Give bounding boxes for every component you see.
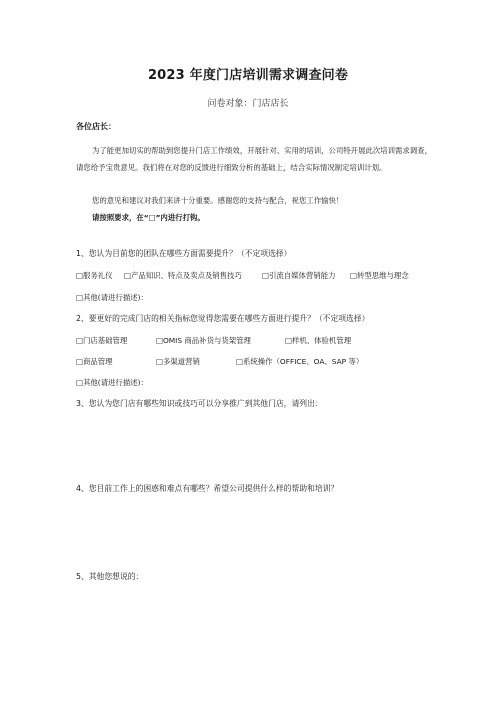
q2-option-merchandise[interactable]: □商品管理 bbox=[76, 357, 113, 366]
q2-option-store-management[interactable]: □门店基础管理 bbox=[76, 336, 128, 345]
question-4: 4、您目前工作上的困惑和难点有哪些？希望公司提供什么样的帮助和培训？ bbox=[76, 484, 339, 493]
q2-option-multichannel[interactable]: □多渠道营销 bbox=[156, 357, 200, 366]
question-3: 3、您认为您门店有哪些知识或技巧可以分享推广到其他门店，请列出： bbox=[76, 399, 323, 408]
q1-option-self-media[interactable]: □引流自媒体营销能力 bbox=[262, 271, 336, 280]
q1-option-product-knowledge[interactable]: □产品知识、特点及卖点及销售技巧 bbox=[124, 271, 242, 280]
thanks-paragraph: 您的意见和建议对我们来讲十分重要。感谢您的支持与配合，祝您工作愉快！ bbox=[92, 196, 344, 205]
question-1: 1、您认为目前您的团队在哪些方面需要提升？（不定项选择） bbox=[76, 249, 292, 258]
intro-paragraph: 为了能更加切实的帮助到您提升门店工作绩效，开展针对、实用的培训，公司特开展此次培训需求调查，请您给予宝贵意见。我们将在对您的反馈进行细致分析的基础上，结合实际情况制定培训计划。 bbox=[76, 146, 432, 172]
q1-option-service-etiquette[interactable]: □服务礼仪 bbox=[76, 271, 113, 280]
q2-option-other[interactable]: □其他(请进行描述)： bbox=[76, 378, 148, 387]
q2-option-systems[interactable]: □系统操作（OFFICE、OA、SAP 等） bbox=[236, 357, 364, 366]
page-subtitle: 问卷对象：门店店长 bbox=[207, 99, 289, 109]
q1-option-other[interactable]: □其他(请进行描述)： bbox=[76, 293, 148, 302]
q2-option-demo-devices[interactable]: □样机、体验机管理 bbox=[285, 336, 352, 345]
question-2: 2、要更好的完成门店的相关指标您觉得您需要在哪些方面进行提升？（不定项选择） bbox=[76, 314, 370, 323]
page-title: 2023 年度门店培训需求调查问卷 bbox=[147, 68, 349, 83]
q2-option-omis[interactable]: □OMIS 商品补货与货架管理 bbox=[156, 336, 251, 345]
q1-option-transformation[interactable]: □转型思维与理念 bbox=[350, 271, 409, 280]
instruction-paragraph: 请按照要求，在“□”内进行打钩。 bbox=[92, 213, 205, 222]
greeting: 各位店长： bbox=[76, 122, 116, 131]
question-5: 5、其他您想说的： bbox=[76, 572, 144, 581]
